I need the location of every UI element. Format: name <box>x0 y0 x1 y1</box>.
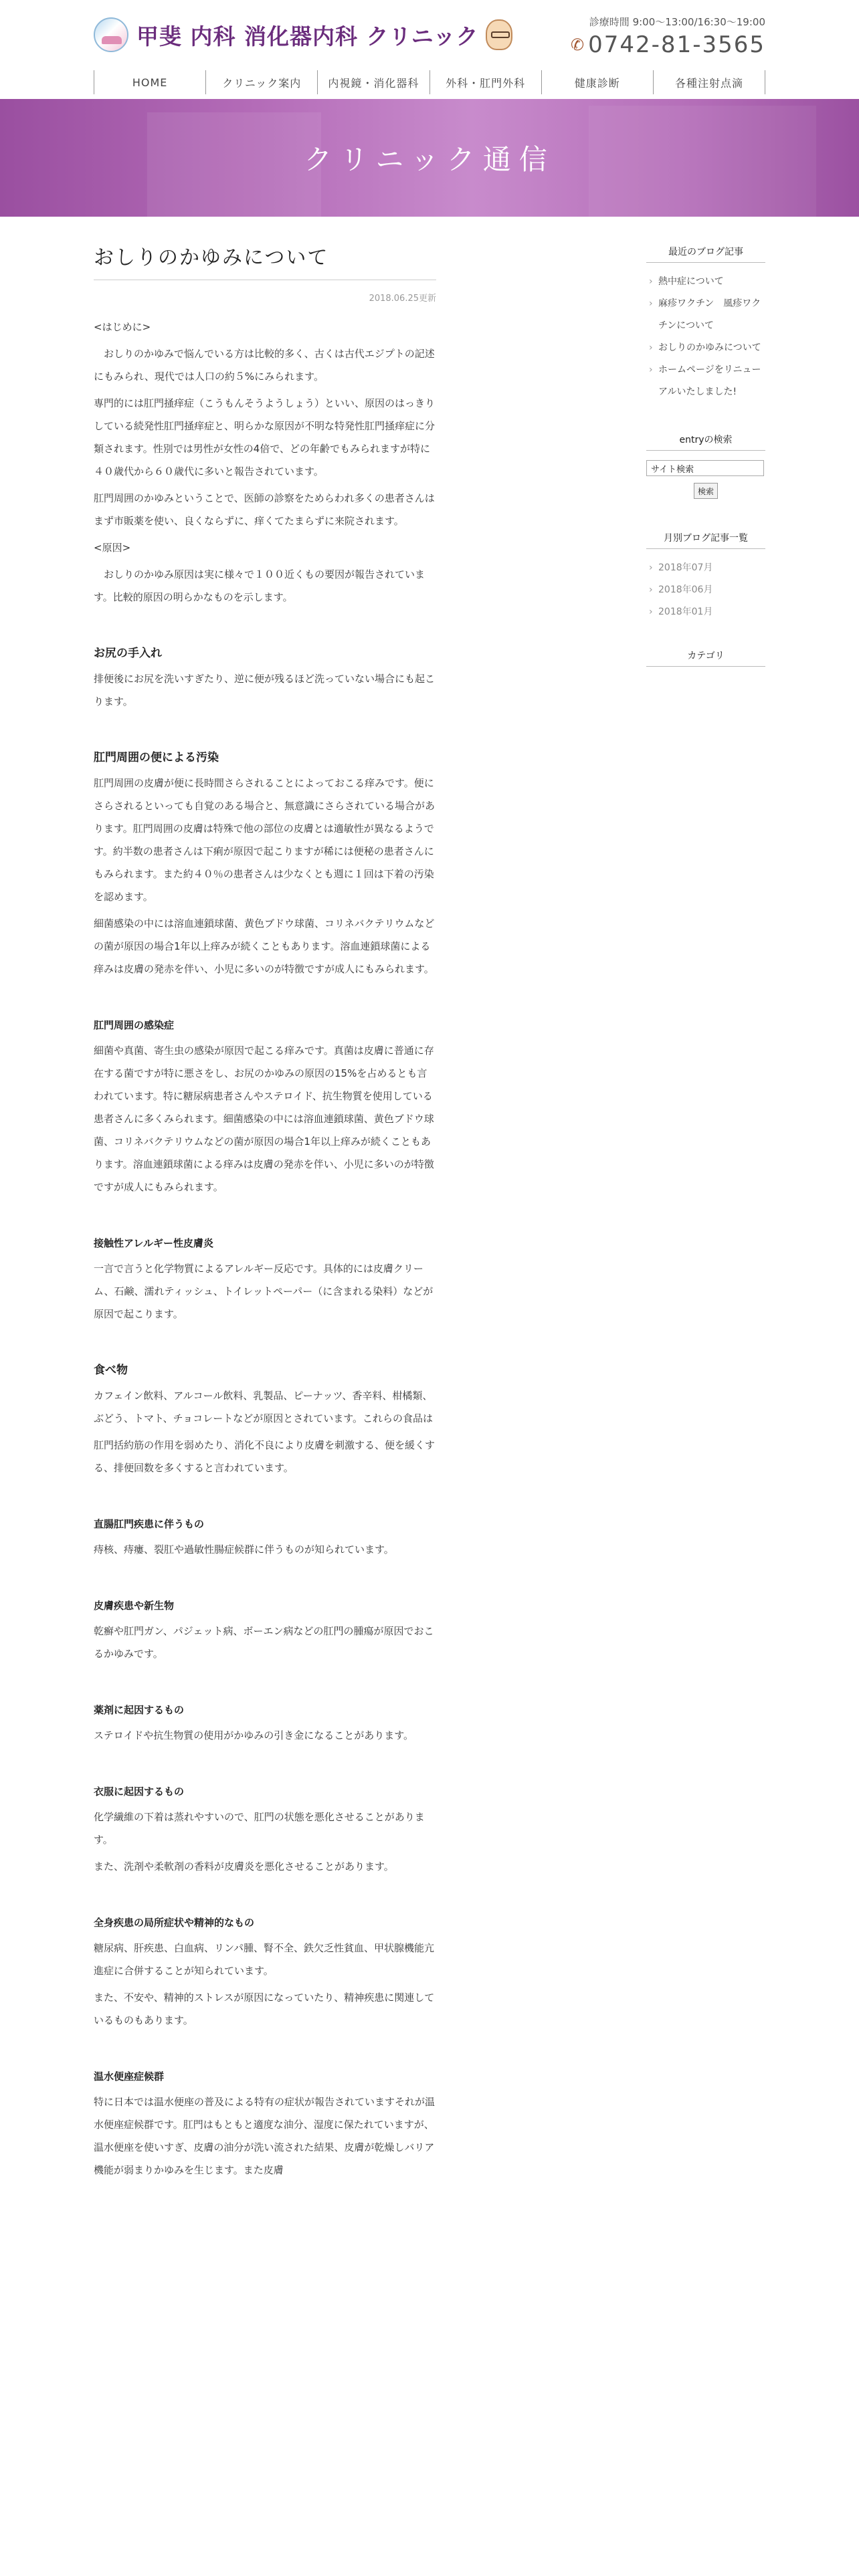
nav-home[interactable]: HOME <box>94 70 205 94</box>
section-paragraph: カフェイン飲料、アルコール飲料、乳製品、ピーナッツ、香辛料、柑橘類、ぶどう、トマト、チョコレートなどが原因とされています。これらの食品は <box>94 1390 434 1424</box>
phone-number-text: 0742-81-3565 <box>588 31 765 58</box>
logo-text: 甲斐 内科 消化器内科 クリニック <box>136 23 479 49</box>
section-title: 薬剤に起因するもの <box>94 1704 185 1716</box>
article <box>94 241 436 2181</box>
section-paragraph: 肛門周囲の皮膚が便に長時間さらされることによっておこる痒みです。便にさらされるといっても自覚のある場合と、無意識にさらされている場合があります。肛門周囲の皮膚は特殊で他の部位の皮膚とは適敏性が異なるようです。約半数の患者さんは下痢が原因で起こりますが稀には便秘の患者さんにもみられます。また約４０％の患者さんは少なくとも週に１回は下着の汚染を認めます。 <box>94 777 436 903</box>
post-title: おしりのかゆみについて <box>94 241 436 280</box>
doctor-face-icon <box>486 19 512 50</box>
nav-health-check[interactable]: 健康診断 <box>541 70 653 94</box>
nav-injection[interactable]: 各種注射点滴 <box>653 70 765 94</box>
nav-endoscopy[interactable]: 内視鏡・消化器科 <box>317 70 429 94</box>
page-banner <box>0 99 859 217</box>
recent-post-link[interactable]: › おしりのかゆみについて <box>646 337 765 359</box>
section-title: 全身疾患の局所症状や精神的なもの <box>94 1917 255 1929</box>
section-paragraph: また、洗剤や柔軟剤の香料が皮膚炎を悪化させることがあります。 <box>94 1860 394 1872</box>
global-nav <box>94 66 765 99</box>
intro-paragraph: 肛門周囲のかゆみということで、医師の診察をためらわれ多くの患者さんはまず市販薬を使い、良くならずに、痒くてたまらずに来院されます。 <box>94 492 435 527</box>
section-paragraph: 特に日本では温水便座の普及による特有の症状が報告されていますそれが温水便座症候群です。肛門はもともと適度な油分、湿度に保たれていますが、温水便座を使いすぎ、皮膚の油分が洗い流された結果、皮膚が乾燥しバリア機能が弱まりかゆみを生じます。また皮膚 <box>94 2096 436 2176</box>
clinic-logo[interactable] <box>94 16 512 53</box>
search-heading: entryの検索 <box>646 433 765 451</box>
section-title: 皮膚疾患や新生物 <box>94 1600 175 1612</box>
section-title: 温水便座症候群 <box>94 2070 165 2082</box>
search-button[interactable]: 検索 <box>694 483 718 499</box>
section-paragraph: ステロイドや抗生物質の使用がかゆみの引き金になることがあります。 <box>94 1729 414 1741</box>
recent-post-link[interactable]: › 熱中症について <box>646 271 765 293</box>
archive-heading: 月別ブログ記事一覧 <box>646 531 765 549</box>
nav-surgery[interactable]: 外科・肛門外科 <box>430 70 541 94</box>
site-header <box>0 0 859 66</box>
section-paragraph: 糖尿病、肝疾患、白血病、リンパ腫、腎不全、鉄欠乏性貧血、甲状腺機能亢進症に合併することが知られています。 <box>94 1942 434 1977</box>
phone-number[interactable] <box>569 31 765 58</box>
section-paragraph: 痔核、痔瘻、裂肛や過敏性腸症候群に伴うものが知られています。 <box>94 1543 394 1555</box>
post-date: 2018.06.25更新 <box>369 294 436 304</box>
intro-paragraph: おしりのかゆみ原因は実に様々で１００近くもの要因が報告されています。比較的原因の明らかなものを示します。 <box>94 568 425 603</box>
banner-title: クリニック通信 <box>304 143 555 176</box>
archive-list <box>646 557 765 623</box>
section-paragraph: 細菌感染の中には溶血連鎖球菌、黄色ブドウ球菌、コリネバクテリウムなどの菌が原因の場合1年以上痒みが続くこともあります。溶血連鎖球菌による痒みは皮膚の発赤を伴い、小児に多いのが特徴ですが成人にもみられます。 <box>94 918 435 975</box>
cause-heading: <原因> <box>94 542 131 554</box>
contact-info <box>569 15 765 58</box>
intro-heading: <はじめに> <box>94 321 151 333</box>
sidebar <box>646 245 765 667</box>
section-title: 肛門周囲の感染症 <box>94 1019 175 1031</box>
phone-icon: ✆ <box>571 35 585 54</box>
archive-link[interactable]: › 2018年06月 <box>646 579 765 601</box>
section-paragraph: また、不安や、精神的ストレスが原因になっていたり、精神疾患に関連しているものもあります。 <box>94 1992 435 2026</box>
logo-mark-icon <box>94 17 128 52</box>
section-title: 直腸肛門疾患に伴うもの <box>94 1518 205 1530</box>
section-paragraph: 乾癬や肛門ガン、パジェット病、ボーエン病などの肛門の腫瘍が原因でおこるかゆみです。 <box>94 1625 434 1660</box>
section-paragraph: 細菌や真菌、寄生虫の感染が原因で起こる痒みです。真菌は皮膚に普通に存在する菌ですが特に悪さをし、お尻のかゆみの原因の15%を占めるとも言われています。特に糖尿病患者さんやステロイド、抗生物質を使用している患者さんに多くみられます。細菌感染の中には溶血連鎖球菌、黄色ブドウ球菌、コリネバクテリウムなどの菌が原因の場合1年以上痒みが続くこともあります。溶血連鎖球菌による痒みは皮膚の発赤を伴い、小児に多いのが特徴ですが成人にもみられます。 <box>94 1045 434 1193</box>
nav-clinic-info[interactable]: クリニック案内 <box>205 70 317 94</box>
section-paragraph: 肛門括約筋の作用を弱めたり、消化不良により皮膚を刺激する、便を緩くする、排便回数を多くすると言われています。 <box>94 1439 436 1474</box>
category-heading: カテゴリ <box>646 649 765 667</box>
archive-link[interactable]: › 2018年07月 <box>646 557 765 579</box>
site-search-input[interactable] <box>646 460 764 476</box>
recent-posts-heading: 最近のブログ記事 <box>646 245 765 263</box>
clinic-hours: 診療時間 9:00～13:00/16:30～19:00 <box>589 16 765 28</box>
section-title: 接触性アレルギー性皮膚炎 <box>94 1237 214 1249</box>
section-paragraph: 化学繊維の下着は蒸れやすいので、肛門の状態を悪化させることがあります。 <box>94 1811 425 1846</box>
recent-post-link[interactable]: › 麻疹ワクチン 風疹ワクチンについて <box>646 293 765 337</box>
intro-paragraph: 専門的には肛門掻痒症（こうもんそうようしょう）といい、原因のはっきりしている続発性肛門掻痒症と、明らかな原因が不明な特発性肛門掻痒症に分類されます。性別では男性が女性の4倍で、どの年齢でもみられますが特に４０歳代から６０歳代に多いと報告されています。 <box>94 397 436 477</box>
recent-posts-list <box>646 271 765 403</box>
section-title: 肛門周囲の便による汚染 <box>94 751 219 764</box>
section-paragraph: 排便後にお尻を洗いすぎたり、逆に便が残るほど洗っていない場合にも起こります。 <box>94 673 436 708</box>
section-paragraph: 一言で言うと化学物質によるアレルギー反応です。具体的には皮膚クリーム、石鹸、濡れティッシュ、トイレットペーパー（に含まれる染料）などが原因で起こります。 <box>94 1263 434 1320</box>
recent-post-link[interactable]: › ホームページをリニューアルいたしました! <box>646 359 765 403</box>
archive-link[interactable]: › 2018年01月 <box>646 601 765 623</box>
intro-paragraph: おしりのかゆみで悩んでいる方は比較的多く、古くは古代エジプトの記述にもみられ、現代では人口の約５%にみられます。 <box>94 348 435 383</box>
section-title: 衣服に起因するもの <box>94 1786 185 1798</box>
section-title: 食べ物 <box>94 1364 128 1377</box>
section-title: お尻の手入れ <box>94 647 162 660</box>
